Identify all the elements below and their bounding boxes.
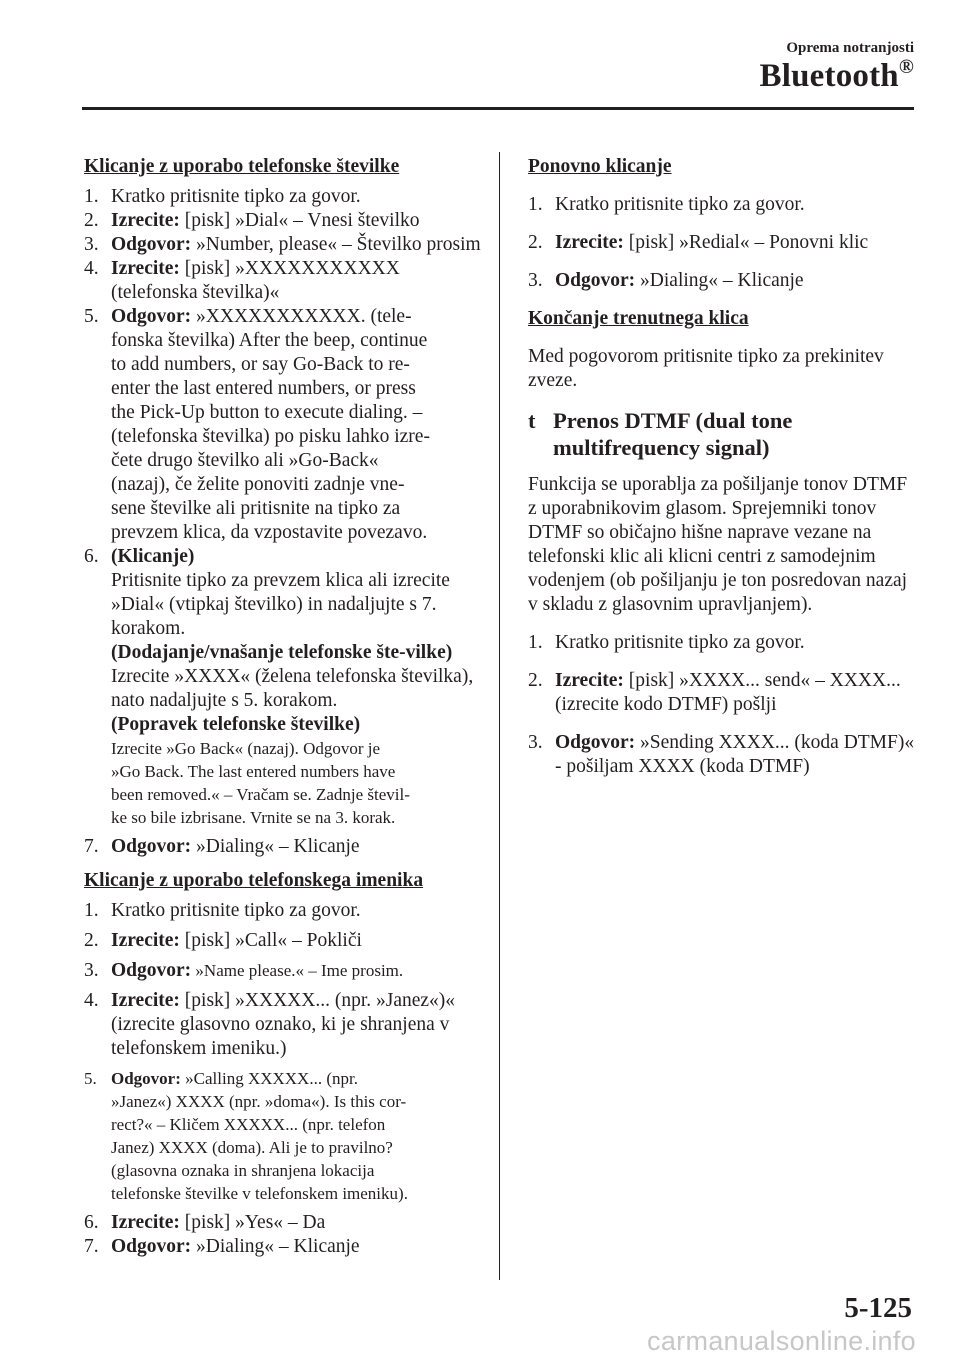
step-line: Pritisnite tipko za prevzem klica ali izrecite »Dial« (vtipkaj številko) in nadaljujte s 7. korakom. (111, 570, 450, 639)
list-item (84, 257, 484, 305)
list-item (528, 231, 918, 255)
step-number: 6. (84, 1212, 99, 1233)
column-divider (499, 152, 500, 1280)
step-text (111, 1067, 484, 1205)
step-line: »Go Back. The last entered numbers have (111, 762, 396, 781)
header-rule (82, 107, 914, 110)
section-title-dtmf (528, 407, 918, 461)
step-keyword: Odgovor: (111, 1236, 192, 1257)
step-number: 7. (84, 836, 99, 857)
step-number: 7. (84, 1236, 99, 1257)
step-text (555, 269, 918, 293)
sub-heading-dialing: (Klicanje) (111, 546, 195, 567)
step-number: 6. (84, 546, 99, 567)
section-bullet: t (528, 408, 536, 433)
watermark: carmanualsonline.info (647, 1326, 916, 1356)
heading-redial: Ponovno klicanje (528, 156, 672, 177)
step-number: 5. (84, 306, 99, 327)
section-title-text: Prenos DTMF (dual tone multifrequency signal) (553, 408, 793, 460)
list-item (84, 959, 484, 983)
page-title (760, 58, 914, 95)
step-text (111, 1235, 484, 1259)
step-number: 3. (528, 270, 543, 291)
left-column (84, 155, 484, 1259)
heading-end-call: Končanje trenutnega klica (528, 308, 749, 329)
step-text (555, 669, 918, 717)
list-item (84, 929, 484, 953)
step-number: 1. (84, 186, 99, 207)
step-line: enter the last entered numbers, or press (111, 378, 416, 399)
step-body: »Dialing« – Klicanje (191, 836, 360, 857)
sub-heading-correction: (Popravek telefonske številke) (111, 714, 361, 735)
step-line: rect?« – Kličem XXXXX... (npr. telefon (111, 1115, 386, 1134)
step-body: »Dialing« – Klicanje (191, 1236, 360, 1257)
step-number: 2. (84, 930, 99, 951)
step-text: Kratko pritisnite tipko za govor. (555, 632, 805, 653)
step-body: [pisk] »Dial« – Vnesi številko (179, 210, 420, 231)
step-line: (nazaj), če želite ponoviti zadnje vne- (111, 474, 405, 495)
heading-dial-by-number: Klicanje z uporabo telefonske številke (84, 156, 400, 177)
step-text (111, 305, 484, 545)
step-line: Janez) XXXX (doma). Ali je to pravilno? (111, 1138, 393, 1157)
list-item (528, 269, 918, 293)
step-number: 4. (84, 990, 99, 1011)
list-item (84, 1067, 484, 1205)
chapter-label: Oprema notranjosti (786, 40, 914, 56)
step-keyword: Izrecite: (111, 1212, 180, 1233)
step-line: (telefonska številka) po pisku lahko izre- (111, 426, 430, 447)
step-text (111, 835, 484, 859)
step-line: Izrecite »Go Back« (nazaj). Odgovor je (111, 739, 381, 758)
step-text (111, 959, 484, 983)
list-item (84, 1235, 484, 1259)
step-number: 5. (84, 1069, 97, 1088)
step-body: [pisk] »XXXX... send« – XXXX... (izrecite kodo DTMF) pošlji (555, 670, 901, 715)
step-number: 1. (84, 900, 99, 921)
step-text (555, 731, 918, 779)
step-text (111, 257, 484, 305)
list-item (84, 899, 484, 923)
list-item (84, 233, 484, 257)
step-line: the Pick-Up button to execute dialing. – (111, 402, 423, 423)
step-body: [pisk] »XXXXXXXXXXX (telefonska številka)« (111, 258, 400, 303)
step-line: ke so bile izbrisane. Vrnite se na 3. korak. (111, 808, 396, 827)
step-keyword: Odgovor: (555, 270, 636, 291)
end-call-text: Med pogovorom pritisnite tipko za prekinitev zveze. (528, 346, 884, 391)
step-line: been removed.« – Vračam se. Zadnje števil- (111, 785, 410, 804)
step-body: »Calling XXXXX... (npr. (180, 1069, 358, 1088)
step-body: »Sending XXXX... (koda DTMF)« - pošiljam XXXX (koda DTMF) (555, 732, 915, 777)
step-body: »Dialing« – Klicanje (635, 270, 804, 291)
step-keyword: Odgovor: (111, 836, 192, 857)
step-line (111, 305, 484, 329)
step-number: 3. (84, 234, 99, 255)
step-line: čete drugo številko ali »Go-Back« (111, 450, 379, 471)
right-column (528, 155, 918, 779)
step-body: [pisk] »Redial« – Ponovni klic (623, 232, 869, 253)
step-keyword: Izrecite: (111, 930, 180, 951)
list-item (84, 209, 484, 233)
list-item (528, 631, 918, 655)
step-text (111, 209, 484, 233)
step-keyword: Izrecite: (111, 210, 180, 231)
list-item (84, 305, 484, 545)
step-number: 1. (528, 194, 543, 215)
step-keyword: Odgovor: (111, 960, 192, 981)
step-body: [pisk] »XXXXX... (npr. »Janez«)« (izrecite glasovno oznako, ki je shranjena v telefonskem imeniku.) (111, 990, 456, 1059)
step-keyword: Odgovor: (111, 1069, 181, 1088)
step-line: telefonske številke v telefonskem imeniku). (111, 1184, 408, 1203)
step-keyword: Izrecite: (111, 990, 180, 1011)
list-item (528, 669, 918, 717)
step-line: fonska številka) After the beep, continue (111, 330, 428, 351)
step-text (111, 233, 484, 257)
step-number: 3. (84, 960, 99, 981)
list-item (84, 1211, 484, 1235)
step-keyword: Izrecite: (111, 258, 180, 279)
step-body: »XXXXXXXXXXX. (tele- (191, 306, 412, 327)
step-number: 3. (528, 732, 543, 753)
step-keyword: Odgovor: (111, 234, 192, 255)
step-body: »Name please.« – Ime prosim. (191, 961, 404, 980)
step-text (111, 545, 484, 829)
list-item (528, 731, 918, 779)
step-keyword: Odgovor: (111, 306, 192, 327)
list-item (84, 989, 484, 1061)
step-text: Kratko pritisnite tipko za govor. (555, 194, 805, 215)
step-line: »Janez«) XXXX (npr. »doma«). Is this cor- (111, 1092, 407, 1111)
step-line: prevzem klica, da vzpostavite povezavo. (111, 522, 428, 543)
step-number: 4. (84, 258, 99, 279)
step-text (555, 231, 918, 255)
step-body: [pisk] »Call« – Pokliči (179, 930, 362, 951)
step-number: 1. (528, 632, 543, 653)
list-item (84, 835, 484, 859)
page-number: 5-125 (844, 1292, 912, 1324)
step-line (111, 1067, 484, 1090)
step-line: (glasovna oznaka in shranjena lokacija (111, 1161, 375, 1180)
step-text: Kratko pritisnite tipko za govor. (111, 900, 361, 921)
step-text (111, 989, 484, 1061)
registered-mark: ® (898, 56, 914, 78)
heading-dial-by-phonebook: Klicanje z uporabo telefonskega imenika (84, 870, 424, 891)
list-item (84, 545, 484, 829)
step-text (111, 1211, 484, 1235)
step-body: »Number, please« – Številko prosim (191, 234, 481, 255)
list-item (528, 193, 918, 217)
step-text (111, 929, 484, 953)
step-keyword: Izrecite: (555, 232, 624, 253)
step-line: Izrecite »XXXX« (želena telefonska številka), nato nadaljujte s 5. korakom. (111, 666, 474, 711)
list-item (84, 185, 484, 209)
step-body: [pisk] »Yes« – Da (179, 1212, 326, 1233)
step-line: to add numbers, or say Go-Back to re- (111, 354, 410, 375)
step-keyword: Odgovor: (555, 732, 636, 753)
step-text: Kratko pritisnite tipko za govor. (111, 186, 361, 207)
step-number: 2. (84, 210, 99, 231)
sub-heading-adding-number: (Dodajanje/vnašanje telefonske šte-vilke) (111, 642, 453, 663)
page-title-text: Bluetooth (759, 58, 899, 94)
step-line: sene številke ali pritisnite na tipko za (111, 498, 401, 519)
step-keyword: Izrecite: (555, 670, 624, 691)
step-number: 2. (528, 232, 543, 253)
dtmf-description: Funkcija se uporablja za pošiljanje tonov DTMF z uporabnikovim glasom. Sprejemniki tonov DTMF so običajno hišne naprave vezane na telefonski klic ali klicni centri z samodejnim vodenjem (ob pošiljanju je ton posredovan nazaj v skladu z glasovnim upravljanjem). (528, 474, 908, 615)
step-number: 2. (528, 670, 543, 691)
